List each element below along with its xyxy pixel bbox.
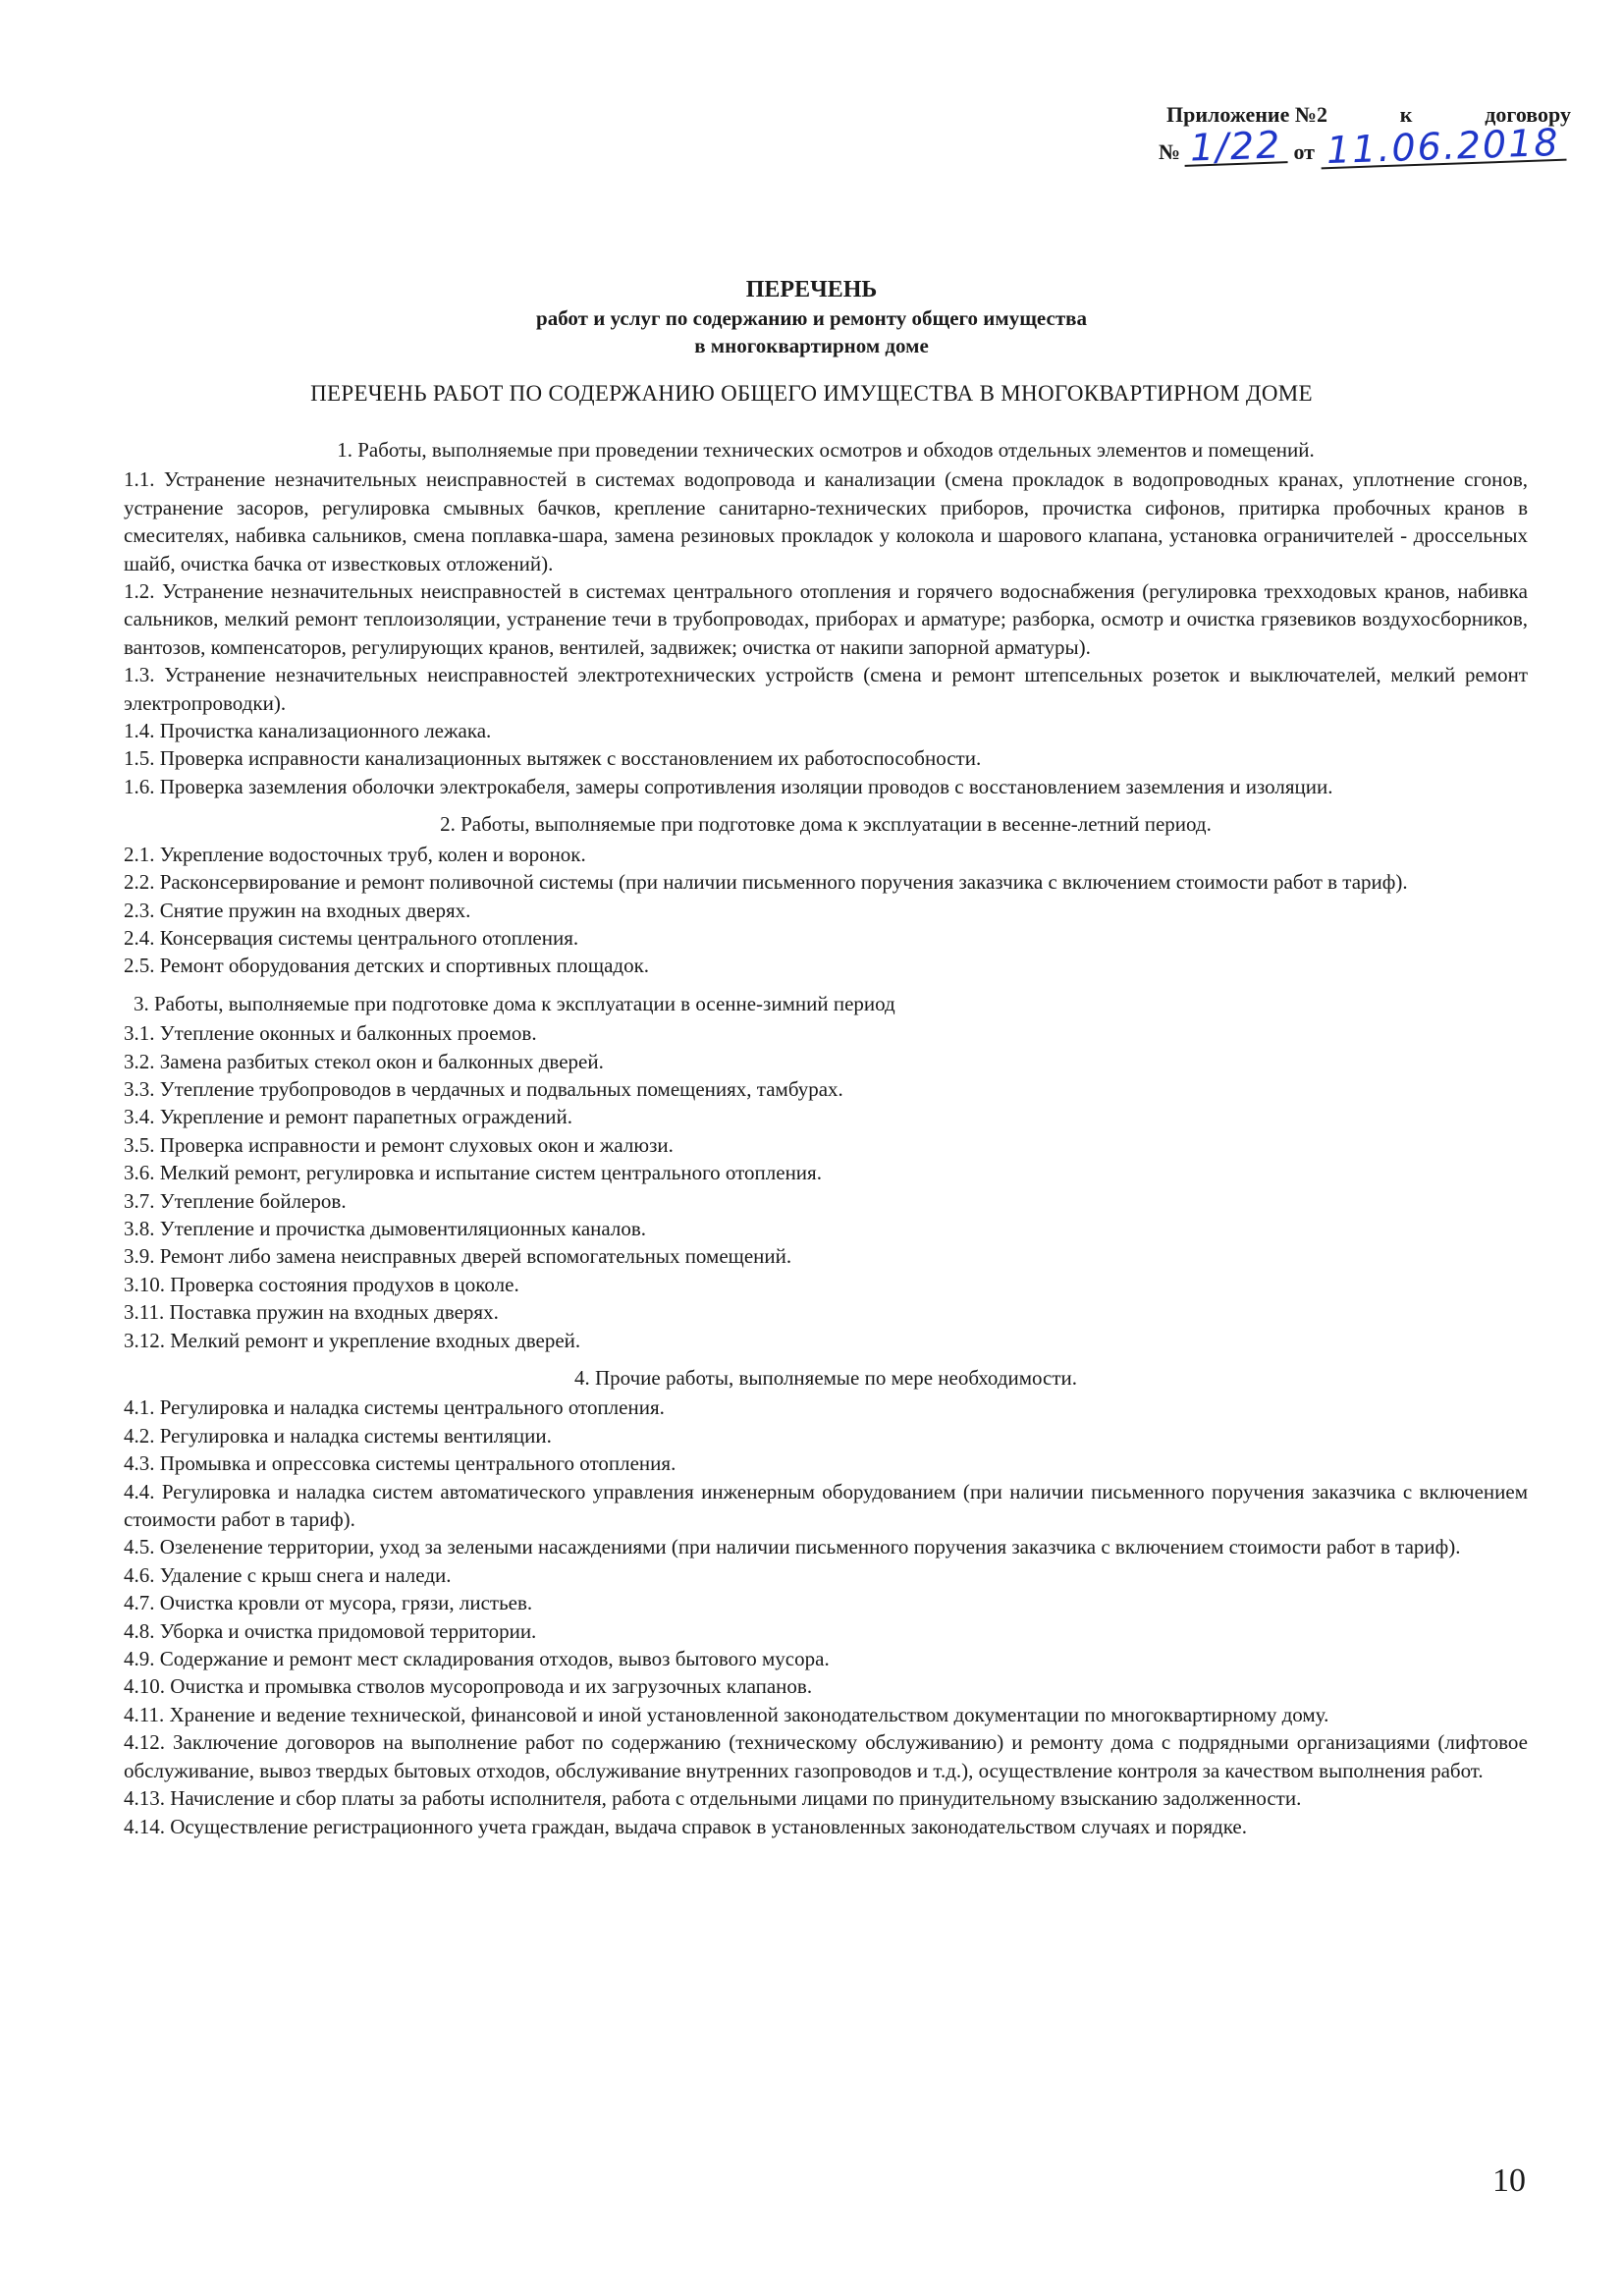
list-item: 4.14. Осуществление регистрационного учета граждан, выдача справок в установленных законодательством случаях и порядке. (124, 1814, 1247, 1838)
list-item: 1.2. Устранение незначительных неисправностей в системах центрального отопления и горячего водоснабжения (регулировка трехходовых кранов, набивка сальников, мелкий ремонт теплоизоляции, устранение течи в трубопроводах, приборах и арматуре; разборка, осмотр и очистка грязевиков воздухосборников, вантозов, компенсаторов, регулирующих кранов, вентилей, задвижек; очистка от накипи запорной арматуры). (124, 579, 1528, 659)
annex-header-line2 (1159, 121, 1571, 173)
list-item: 4.1. Регулировка и наладка системы центрального отопления. (124, 1395, 665, 1420)
list-item: 3.2. Замена разбитых стекол окон и балконных дверей. (124, 1049, 604, 1073)
list-item: 4.13. Начисление и сбор платы за работы исполнителя, работа с отдельными лицами по принудительному взысканию задолженности. (124, 1786, 1302, 1811)
list-item: 3.7. Утепление бойлеров. (124, 1188, 347, 1213)
list-item: 4.12. Заключение договоров на выполнение работ по содержанию (техническому обслуживанию) и ремонту дома с подрядными организациями (лифтовое обслуживание, вывоз твердых бытовых отходов, обслуживание внутренних газопроводов и т.д.), осуществление контроля за качеством выполнения работ. (124, 1730, 1528, 1782)
number-sign: № (1159, 139, 1181, 165)
section-heading: 1. Работы, выполняемые при проведении технических осмотров и обходов отдельных элементов и помещений. (337, 438, 1315, 462)
list-item: 4.3. Промывка и опрессовка системы центрального отопления. (124, 1451, 676, 1476)
list-item: 3.10. Проверка состояния продухов в цоколе. (124, 1272, 519, 1296)
list-item: 2.4. Консервация системы центрального отопления. (124, 925, 579, 950)
list-item: 4.2. Регулировка и наладка системы вентиляции. (124, 1423, 552, 1448)
document-subtitle-line2: в многоквартирном доме (694, 334, 929, 357)
list-item: 4.10. Очистка и промывка стволов мусоропровода и их загрузочных клапанов. (124, 1674, 813, 1699)
contract-date-handwritten: 11.06.2018 (1320, 126, 1566, 170)
list-item: 4.4. Регулировка и наладка систем автоматического управления инженерным оборудованием (при наличии письменного поручения заказчика с включением стоимости работ в тариф). (124, 1479, 1528, 1532)
page-number: 10 (1492, 2162, 1526, 2199)
document-subtitle-line1: работ и услуг по содержанию и ремонту общего имущества (536, 306, 1087, 330)
list-item: 1.6. Проверка заземления оболочки электрокабеля, замеры сопротивления изоляции проводов с восстановлением заземления и изоляции. (124, 774, 1333, 798)
list-item: 3.12. Мелкий ремонт и укрепление входных дверей. (124, 1328, 581, 1352)
list-item: 3.8. Утепление и прочистка дымовентиляционных каналов. (124, 1216, 647, 1240)
list-item: 3.11. Поставка пружин на входных дверях. (124, 1300, 499, 1325)
list-item: 3.5. Проверка исправности и ремонт слуховых окон и жалюзи. (124, 1132, 674, 1157)
list-item: 1.4. Прочистка канализационного лежака. (124, 719, 492, 743)
list-item: 2.3. Снятие пружин на входных дверях. (124, 898, 471, 922)
list-item: 3.1. Утепление оконных и балконных проемов. (124, 1021, 537, 1046)
from-label: от (1293, 139, 1315, 165)
list-item: 4.5. Озеленение территории, уход за зелеными насаждениями (при наличии письменного поручения заказчика с включением стоимости работ в тариф). (124, 1535, 1461, 1559)
contract-number-handwritten: 1/22 (1184, 129, 1289, 168)
section-3 (124, 990, 1528, 1354)
list-item: 1.1. Устранение незначительных неисправностей в системах водопровода и канализации (смена прокладок в водопроводных кранах, уплотнение сгонов, устранение засоров, регулировка смывных бачков, крепление санитарно-технических приборов, прочистка сифонов, притирка пробочных кранов в смесителях, набивка сальников, смена поплавка-шара, замена резиновых прокладок у колокола и шарового клапана, установка ограничителей - дроссельных шайб, очистка бачка от известковых отложений). (124, 467, 1528, 575)
list-item: 4.9. Содержание и ремонт мест складирования отходов, вывоз бытового мусора. (124, 1647, 830, 1671)
to-label: к (1399, 102, 1413, 127)
list-item: 4.6. Удаление с крыш снега и наледи. (124, 1562, 452, 1587)
document-title: ПЕРЕЧЕНЬ (745, 277, 878, 302)
list-item: 3.3. Утепление трубопроводов в чердачных и подвальных помещениях, тамбурах. (124, 1076, 843, 1101)
list-item: 2.1. Укрепление водосточных труб, колен и воронок. (124, 842, 586, 866)
annex-header (1159, 102, 1571, 173)
main-heading: ПЕРЕЧЕНЬ РАБОТ ПО СОДЕРЖАНИЮ ОБЩЕГО ИМУЩЕСТВА В МНОГОКВАРТИРНОМ ДОМЕ (310, 381, 1313, 406)
list-item: 3.9. Ремонт либо замена неисправных дверей вспомогательных помещений. (124, 1244, 792, 1269)
list-item: 1.5. Проверка исправности канализационных вытяжек с восстановлением их работоспособности. (124, 746, 982, 771)
contract-label: договору (1485, 102, 1571, 127)
list-item: 2.5. Ремонт оборудования детских и спортивных площадок. (124, 954, 650, 978)
document-title-block (0, 275, 1623, 359)
list-item: 4.7. Очистка кровли от мусора, грязи, листьев. (124, 1591, 533, 1615)
works-list (124, 436, 1528, 1840)
list-item: 2.2. Расконсервирование и ремонт поливочной системы (при наличии письменного поручения заказчика с включением стоимости работ в тариф). (124, 870, 1408, 895)
section-heading: 4. Прочие работы, выполняемые по мере необходимости. (573, 1366, 1078, 1390)
list-item: 4.11. Хранение и ведение технической, финансовой и иной установленной законодательством документации по многоквартирному дому. (124, 1702, 1329, 1726)
section-2 (124, 810, 1528, 979)
list-item: 3.4. Укрепление и ремонт парапетных ограждений. (124, 1105, 572, 1129)
annex-label: Приложение №2 (1166, 102, 1327, 127)
section-heading: 2. Работы, выполняемые при подготовке дома к эксплуатации в весенне-летний период. (440, 812, 1212, 837)
list-item: 3.6. Мелкий ремонт, регулировка и испытание систем центрального отопления. (124, 1161, 822, 1185)
section-1 (124, 436, 1528, 800)
section-4 (124, 1364, 1528, 1840)
list-item: 1.3. Устранение незначительных неисправностей электротехнических устройств (смена и ремонт штепсельных розеток и выключателей, мелкий ремонт электропроводки). (124, 663, 1528, 715)
list-item: 4.8. Уборка и очистка придомовой территории. (124, 1618, 537, 1643)
section-heading: 3. Работы, выполняемые при подготовке дома к эксплуатации в осенне-зимний период (134, 991, 895, 1015)
